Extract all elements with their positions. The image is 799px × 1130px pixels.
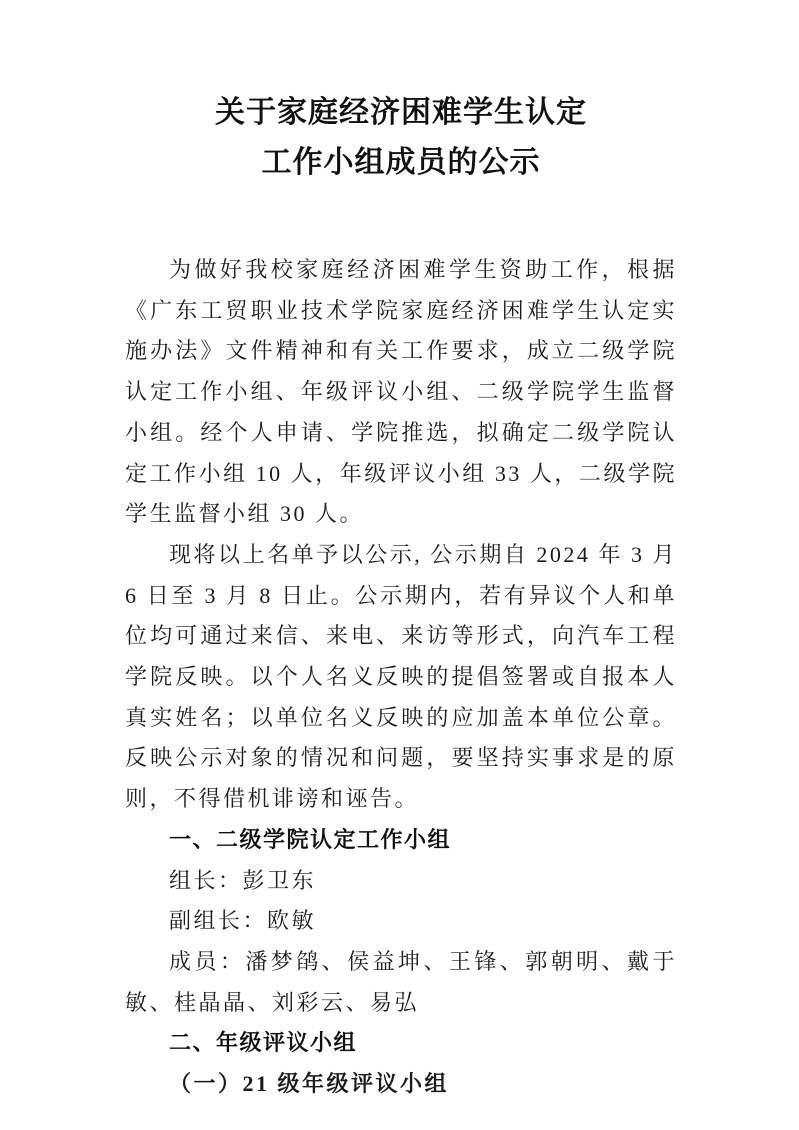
section1-heading: 一、二级学院认定工作小组 xyxy=(169,826,452,852)
title-body-spacer xyxy=(125,188,677,250)
section2-sub1-heading: （一）21 级年级评议小组 xyxy=(169,1071,450,1097)
document-title-line1: 关于家庭经济困难学生认定 xyxy=(215,96,587,129)
document-title-line2: 工作小组成员的公示 xyxy=(261,146,541,179)
section2-heading: 二、年级评议小组 xyxy=(169,1030,358,1056)
section1-leader-line: 组长：彭卫东 xyxy=(169,867,317,893)
section1-deputy-line: 副组长：欧敏 xyxy=(169,908,317,934)
paragraph-intro: 为做好我校家庭经济困难学生资助工作，根据《广东工贸职业技术学院家庭经济困难学生认定实施办法》文件精神和有关工作要求，成立二级学院认定工作小组、年级评议小组、二级学院学生监督小组。经个人申请、学院推选，拟确定二级学院认定工作小组 10 人，年级评议小组 33 人，二级学院学生监督小组 30 人。 xyxy=(125,257,677,527)
document-title xyxy=(125,88,677,188)
document-content xyxy=(125,88,677,1105)
section1-members-line: 成员：潘梦鹐、侯益坤、王锋、郭朝明、戴于敏、桂晶晶、刘彩云、易弘 xyxy=(125,948,677,1015)
paragraph-publicity-period: 现将以上名单予以公示, 公示期自 2024 年 3 月 6 日至 3 月 8 日止。公示期内，若有异议个人和单位均可通过来信、来电、来访等形式，向汽车工程学院反映。以个人名义反映的提倡签署或自报本人真实姓名；以单位名义反映的应加盖本单位公章。反映公示对象的情况和问题，要坚持实事求是的原则，不得借机诽谤和诬告。 xyxy=(125,541,677,812)
